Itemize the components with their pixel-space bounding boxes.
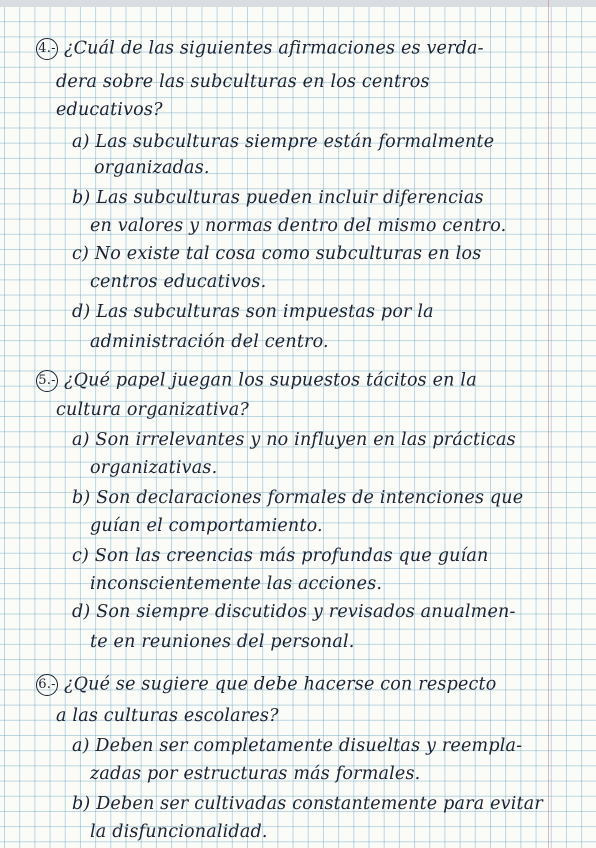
- q5-option-c-line-2: inconscientemente las acciones.: [90, 574, 383, 594]
- question-number-6: 6.-: [36, 674, 58, 696]
- question-5-line-1: [36, 370, 477, 392]
- question-number-4: 4.-: [36, 38, 58, 60]
- q4-option-a-line-2: organizadas.: [94, 158, 210, 178]
- q5-option-a-line-2: organizativas.: [90, 458, 218, 478]
- question-4-line-1: [36, 38, 484, 60]
- q4-option-d-line-2: administración del centro.: [90, 332, 329, 352]
- q4-option-b-line-1: b) Las subculturas pueden incluir diferencias: [72, 188, 484, 208]
- margin-line: [548, 0, 549, 848]
- q4-option-a-line-1: a) Las subculturas siempre están formalmente: [72, 132, 495, 152]
- q6-option-a-line-1: a) Deben ser completamente disueltas y reempla-: [72, 736, 523, 756]
- q6-option-b-line-1: b) Deben ser cultivadas constantemente para evitar: [72, 794, 543, 814]
- q6-option-b-line-2: la disfuncionalidad.: [90, 822, 268, 842]
- q4-option-c-line-1: c) No existe tal cosa como subculturas en los: [72, 244, 482, 264]
- question-6-text-1: ¿Qué se sugiere que debe hacerse con respecto: [64, 674, 497, 695]
- q4-option-c-line-2: centros educativos.: [90, 272, 267, 292]
- q5-option-d-line-1: d) Son siempre discutidos y revisados anualmen-: [72, 602, 516, 622]
- question-6-line-2: a las culturas escolares?: [56, 706, 279, 726]
- question-4-text-1: ¿Cuál de las siguientes afirmaciones es verda-: [64, 38, 484, 59]
- question-4-line-2: dera sobre las subculturas en los centros: [56, 72, 430, 92]
- question-6-line-1: [36, 674, 497, 696]
- q4-option-d-line-1: d) Las subculturas son impuestas por la: [72, 302, 434, 322]
- q4-option-b-line-2: en valores y normas dentro del mismo centro.: [90, 216, 507, 236]
- q5-option-b-line-2: guían el comportamiento.: [90, 516, 323, 536]
- q5-option-c-line-1: c) Son las creencias más profundas que guían: [72, 546, 489, 566]
- q6-option-a-line-2: zadas por estructuras más formales.: [90, 764, 421, 784]
- q5-option-d-line-2: te en reuniones del personal.: [90, 632, 355, 652]
- q5-option-b-line-1: b) Son declaraciones formales de intenciones que: [72, 488, 524, 508]
- q5-option-a-line-1: a) Son irrelevantes y no influyen en las prácticas: [72, 430, 516, 450]
- question-4-line-3: educativos?: [56, 100, 163, 120]
- page-top-edge: [0, 0, 596, 7]
- question-5-line-2: cultura organizativa?: [56, 400, 249, 420]
- question-5-text-1: ¿Qué papel juegan los supuestos tácitos en la: [64, 370, 477, 391]
- question-number-5: 5.-: [36, 370, 58, 392]
